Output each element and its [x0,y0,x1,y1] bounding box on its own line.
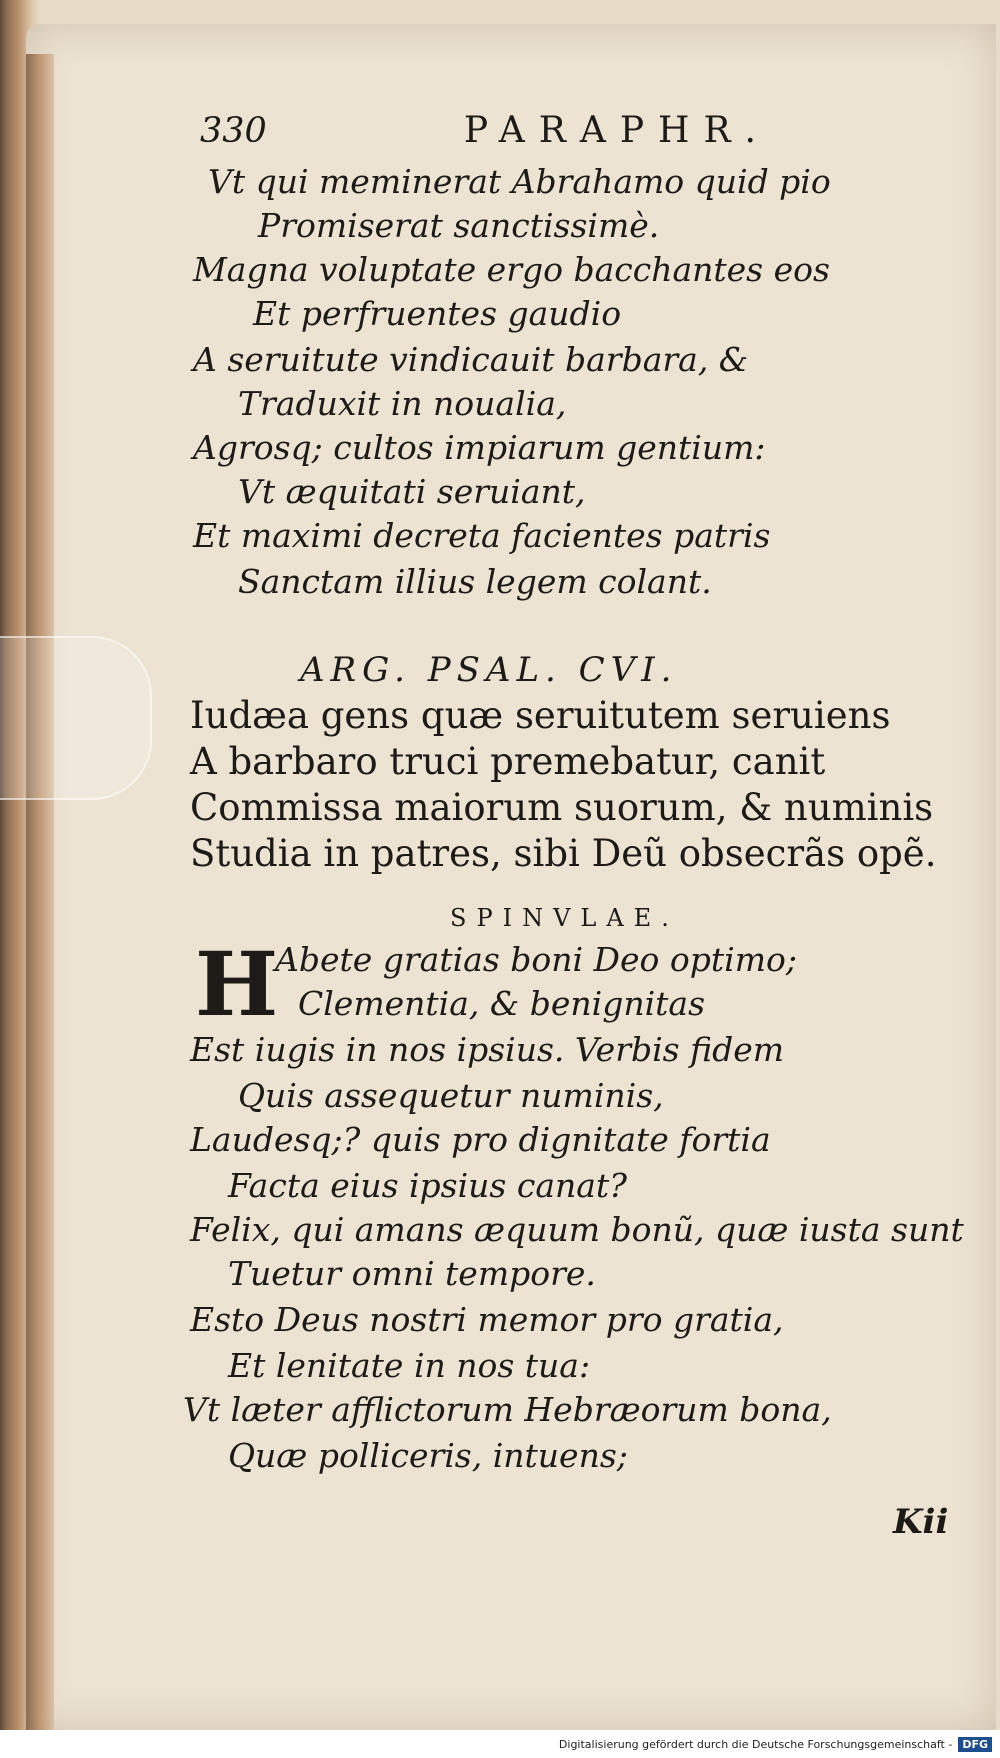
section-heading: SPINVLAE. [450,904,679,932]
verse-line: Clementia, & benignitas [298,984,706,1023]
verse-line: Tuetur omni tempore. [228,1254,596,1293]
verse-line: Vt æquitati seruiant, [238,472,586,511]
page-gutter [26,54,54,1744]
verse-line: Studia in patres, sibi Deũ obsecrãs opẽ. [190,832,937,875]
verse-line: Sanctam illius legem colant. [238,562,712,601]
verse-line: Abete gratias boni Deo optimo; [275,940,797,979]
page-clip [0,636,152,800]
verse-line: Promiserat sanctissimè. [258,206,660,245]
verse-line: Vt læter afflictorum Hebræorum bona, [183,1390,832,1429]
verse-line: Quis assequetur numinis, [238,1076,664,1115]
verse-line: Quæ polliceris, intuens; [228,1436,628,1475]
verse-line: Laudesq;? quis pro dignitate fortia [190,1120,771,1159]
digitization-footer [0,1730,1000,1758]
drop-cap: H [195,932,279,1036]
verse-line: Est iugis in nos ipsius. Verbis fidem [190,1030,785,1069]
verse-line: Esto Deus nostri memor pro gratia, [190,1300,784,1339]
verse-line: Felix, qui amans æquum bonũ, quæ iusta sunt [190,1210,964,1249]
verse-line: Magna voluptate ergo bacchantes eos [193,250,830,289]
page-number: 330 [200,111,267,151]
verse-line: Et lenitate in nos tua: [228,1346,591,1385]
verse-line: A barbaro truci premebatur, canit [190,740,826,783]
verse-line: Agrosq; cultos impiarum gentium: [193,428,766,467]
verse-line: Traduxit in noualia, [238,384,567,423]
verse-line: Vt qui meminerat Abrahamo quid pio [208,162,831,201]
dfg-logo: DFG [958,1737,992,1752]
verse-line: Et perfruentes gaudio [253,294,622,333]
running-title: PARAPHR. [463,110,770,151]
verse-line: Et maximi decreta facientes patris [193,516,771,555]
verse-line: A seruitute vindicauit barbara, & [193,340,749,379]
verse-line: Facta eius ipsius canat? [228,1166,627,1205]
argument-heading: ARG. PSAL. CVI. [300,650,678,690]
footer-credit: Digitalisierung gefördert durch die Deutsche Forschungsgemeinschaft - [558,1737,953,1751]
running-header [200,110,800,151]
signature-mark: Kii [893,1502,949,1542]
verse-line: Commissa maiorum suorum, & numinis [190,786,934,829]
verse-line: Iudæa gens quæ seruitutem seruiens [190,694,891,737]
